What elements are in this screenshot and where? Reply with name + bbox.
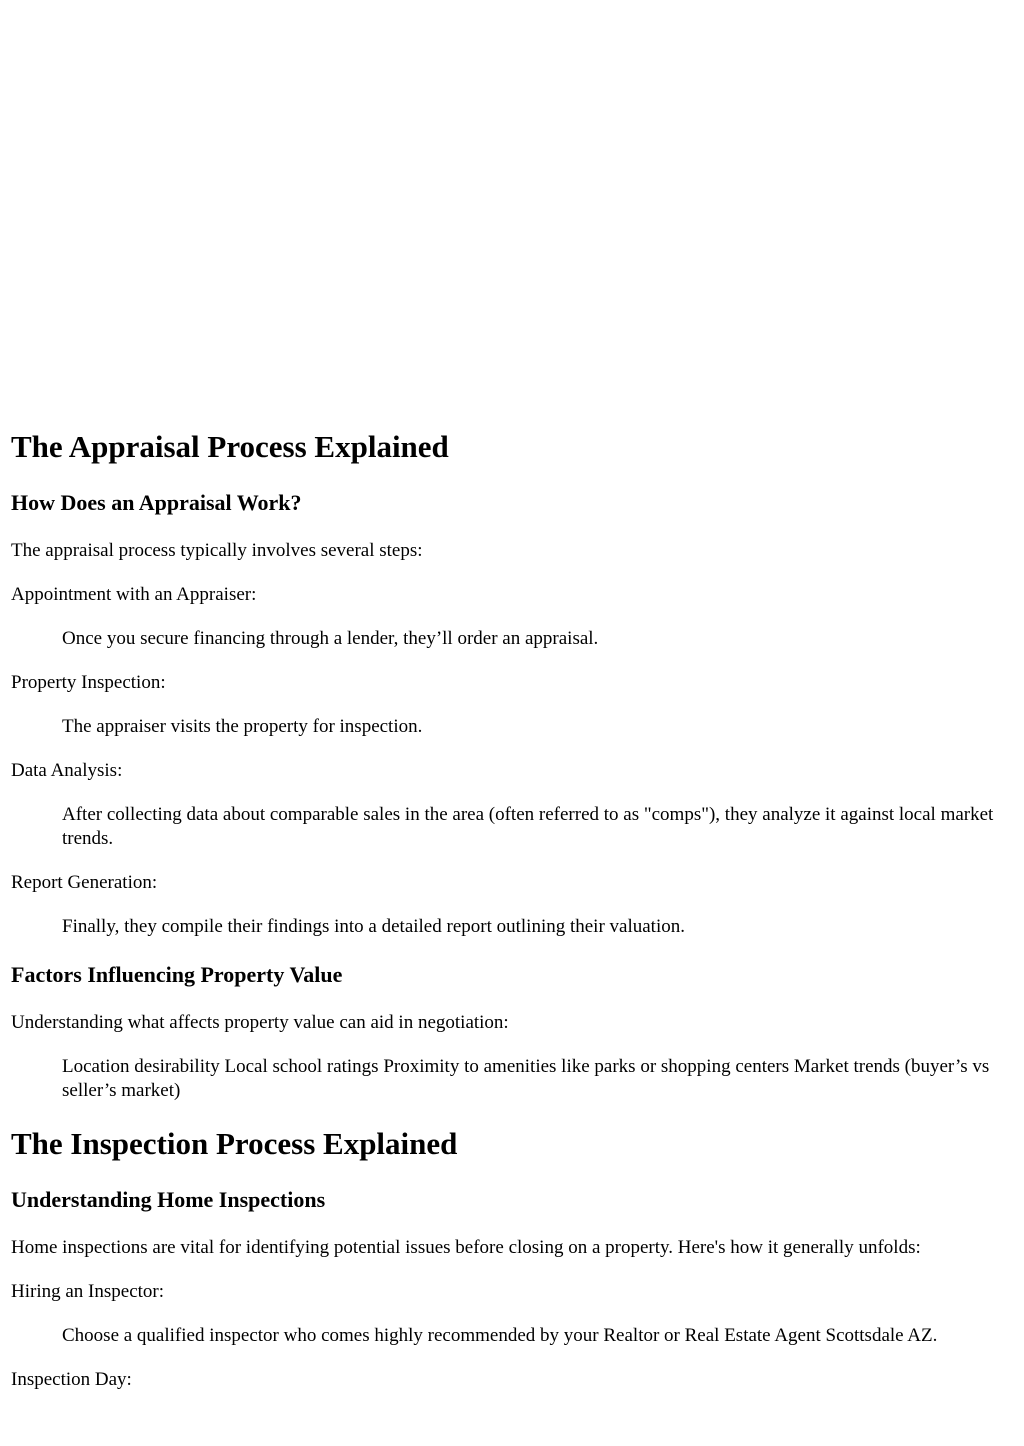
step-desc-data-analysis: After collecting data about comparable sales in the area (often referred to as "comps"), they analyze it against local market trends. <box>62 804 994 849</box>
article-content <box>0 428 1024 1392</box>
step-term-report-generation: Report Generation: <box>11 872 158 893</box>
appraisal-intro: The appraisal process typically involves several steps: <box>11 540 423 561</box>
step-desc-appointment: Once you secure financing through a lender, they’ll order an appraisal. <box>62 628 599 649</box>
step-desc-property-inspection: The appraiser visits the property for inspection. <box>62 716 423 737</box>
inspection-subtitle: Understanding Home Inspections <box>11 1187 326 1212</box>
inspection-section-title: The Inspection Process Explained <box>11 1126 458 1161</box>
factors-intro: Understanding what affects property value can aid in negotiation: <box>11 1012 509 1033</box>
inspection-intro: Home inspections are vital for identifying potential issues before closing on a property. Here's how it generally unfolds: <box>11 1237 921 1258</box>
step-term-data-analysis: Data Analysis: <box>11 760 123 781</box>
factors-heading: Factors Influencing Property Value <box>11 962 343 987</box>
step-desc-hiring-inspector: Choose a qualified inspector who comes highly recommended by your Realtor or Real Estate Agent Scottsdale AZ. <box>62 1325 938 1346</box>
blank-hero-area <box>0 0 1024 428</box>
step-term-hiring-inspector: Hiring an Inspector: <box>11 1281 165 1302</box>
step-term-appointment: Appointment with an Appraiser: <box>11 584 257 605</box>
factors-list: Location desirability Local school ratings Proximity to amenities like parks or shopping centers Market trends (buyer’s vs seller’s market) <box>62 1056 990 1101</box>
appraisal-section-title: The Appraisal Process Explained <box>11 429 449 464</box>
step-term-property-inspection: Property Inspection: <box>11 672 166 693</box>
step-term-inspection-day: Inspection Day: <box>11 1369 132 1390</box>
step-desc-report-generation: Finally, they compile their findings into a detailed report outlining their valuation. <box>62 916 685 937</box>
appraisal-subtitle: How Does an Appraisal Work? <box>11 490 302 515</box>
